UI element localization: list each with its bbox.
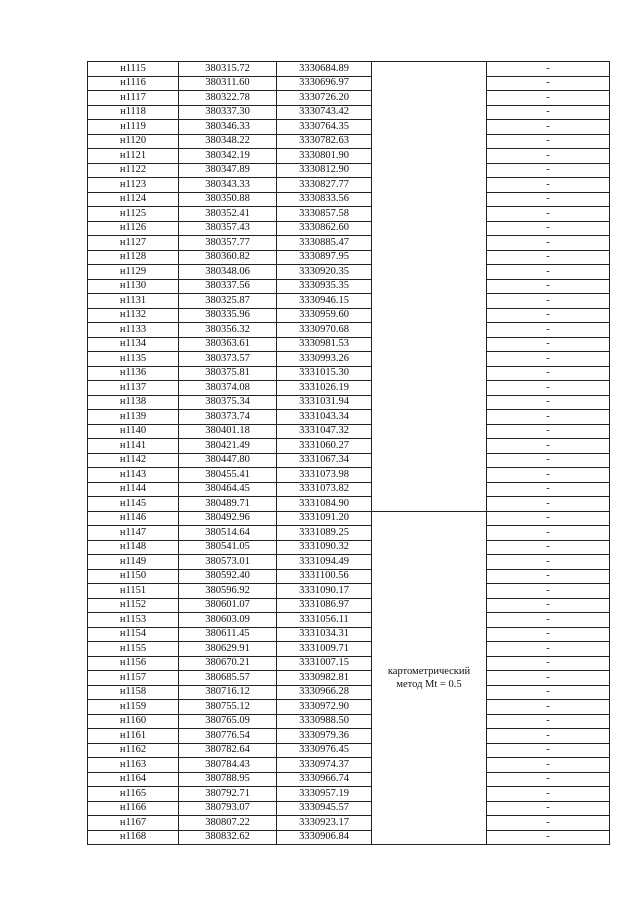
x-coordinate-cell: 380357.43 [179, 221, 277, 236]
table-row [88, 105, 610, 120]
y-coordinate-cell: 3330726.20 [277, 91, 372, 106]
point-id-cell: н1165 [88, 787, 179, 802]
table-row [88, 555, 610, 570]
point-id-cell: н1164 [88, 772, 179, 787]
table-row [88, 714, 610, 729]
x-coordinate-cell: 380348.06 [179, 265, 277, 280]
y-coordinate-cell: 3331007.15 [277, 656, 372, 671]
point-id-cell: н1163 [88, 758, 179, 773]
x-coordinate-cell: 380629.91 [179, 642, 277, 657]
dash-cell: - [487, 410, 610, 425]
point-id-cell: н1125 [88, 207, 179, 222]
dash-cell: - [487, 105, 610, 120]
y-coordinate-cell: 3331026.19 [277, 381, 372, 396]
point-id-cell: н1156 [88, 656, 179, 671]
point-id-cell: н1161 [88, 729, 179, 744]
point-id-cell: н1146 [88, 511, 179, 526]
x-coordinate-cell: 380492.96 [179, 511, 277, 526]
x-coordinate-cell: 380347.89 [179, 163, 277, 178]
point-id-cell: н1119 [88, 120, 179, 135]
table-row [88, 265, 610, 280]
point-id-cell: н1148 [88, 540, 179, 555]
y-coordinate-cell: 3330946.15 [277, 294, 372, 309]
y-coordinate-cell: 3330966.28 [277, 685, 372, 700]
dash-cell: - [487, 830, 610, 845]
table-row [88, 743, 610, 758]
x-coordinate-cell: 380447.80 [179, 453, 277, 468]
x-coordinate-cell: 380346.33 [179, 120, 277, 135]
point-id-cell: н1132 [88, 308, 179, 323]
dash-cell: - [487, 265, 610, 280]
table-row [88, 381, 610, 396]
point-id-cell: н1117 [88, 91, 179, 106]
y-coordinate-cell: 3331056.11 [277, 613, 372, 628]
y-coordinate-cell: 3330862.60 [277, 221, 372, 236]
table-row [88, 468, 610, 483]
dash-cell: - [487, 439, 610, 454]
table-row [88, 656, 610, 671]
point-id-cell: н1166 [88, 801, 179, 816]
point-id-cell: н1121 [88, 149, 179, 164]
y-coordinate-cell: 3330696.97 [277, 76, 372, 91]
x-coordinate-cell: 380342.19 [179, 149, 277, 164]
table-row [88, 207, 610, 222]
dash-cell: - [487, 627, 610, 642]
x-coordinate-cell: 380375.34 [179, 395, 277, 410]
point-id-cell: н1120 [88, 134, 179, 149]
y-coordinate-cell: 3331086.97 [277, 598, 372, 613]
table-row [88, 250, 610, 265]
y-coordinate-cell: 3330923.17 [277, 816, 372, 831]
x-coordinate-cell: 380776.54 [179, 729, 277, 744]
y-coordinate-cell: 3331015.30 [277, 366, 372, 381]
table-row [88, 540, 610, 555]
x-coordinate-cell: 380670.21 [179, 656, 277, 671]
y-coordinate-cell: 3330743.42 [277, 105, 372, 120]
dash-cell: - [487, 729, 610, 744]
x-coordinate-cell: 380343.33 [179, 178, 277, 193]
table-row [88, 613, 610, 628]
x-coordinate-cell: 380807.22 [179, 816, 277, 831]
dash-cell: - [487, 352, 610, 367]
x-coordinate-cell: 380421.49 [179, 439, 277, 454]
y-coordinate-cell: 3330970.68 [277, 323, 372, 338]
x-coordinate-cell: 380374.08 [179, 381, 277, 396]
table-row [88, 671, 610, 686]
dash-cell: - [487, 366, 610, 381]
table-row [88, 91, 610, 106]
table-row [88, 830, 610, 845]
y-coordinate-cell: 3330812.90 [277, 163, 372, 178]
point-id-cell: н1157 [88, 671, 179, 686]
x-coordinate-cell: 380596.92 [179, 584, 277, 599]
table-row [88, 772, 610, 787]
point-id-cell: н1143 [88, 468, 179, 483]
y-coordinate-cell: 3330833.56 [277, 192, 372, 207]
table-row [88, 279, 610, 294]
point-id-cell: н1160 [88, 714, 179, 729]
table-row [88, 584, 610, 599]
dash-cell: - [487, 120, 610, 135]
x-coordinate-cell: 380337.56 [179, 279, 277, 294]
point-id-cell: н1159 [88, 700, 179, 715]
dash-cell: - [487, 569, 610, 584]
x-coordinate-cell: 380373.57 [179, 352, 277, 367]
point-id-cell: н1167 [88, 816, 179, 831]
dash-cell: - [487, 221, 610, 236]
dash-cell: - [487, 395, 610, 410]
dash-cell: - [487, 772, 610, 787]
point-id-cell: н1122 [88, 163, 179, 178]
point-id-cell: н1116 [88, 76, 179, 91]
y-coordinate-cell: 3331047.32 [277, 424, 372, 439]
x-coordinate-cell: 380573.01 [179, 555, 277, 570]
table-row [88, 526, 610, 541]
x-coordinate-cell: 380352.41 [179, 207, 277, 222]
dash-cell: - [487, 685, 610, 700]
point-id-cell: н1138 [88, 395, 179, 410]
y-coordinate-cell: 3330782.63 [277, 134, 372, 149]
y-coordinate-cell: 3330957.19 [277, 787, 372, 802]
y-coordinate-cell: 3331100.56 [277, 569, 372, 584]
table-row [88, 366, 610, 381]
y-coordinate-cell: 3331073.98 [277, 468, 372, 483]
table-row [88, 700, 610, 715]
dash-cell: - [487, 700, 610, 715]
table-row [88, 497, 610, 512]
x-coordinate-cell: 380455.41 [179, 468, 277, 483]
y-coordinate-cell: 3330684.89 [277, 62, 372, 77]
dash-cell: - [487, 381, 610, 396]
x-coordinate-cell: 380315.72 [179, 62, 277, 77]
point-id-cell: н1133 [88, 323, 179, 338]
table-row [88, 569, 610, 584]
y-coordinate-cell: 3331090.32 [277, 540, 372, 555]
point-id-cell: н1152 [88, 598, 179, 613]
table-row [88, 178, 610, 193]
dash-cell: - [487, 598, 610, 613]
x-coordinate-cell: 380375.81 [179, 366, 277, 381]
y-coordinate-cell: 3330764.35 [277, 120, 372, 135]
point-id-cell: н1137 [88, 381, 179, 396]
dash-cell: - [487, 453, 610, 468]
table-row [88, 337, 610, 352]
x-coordinate-cell: 380337.30 [179, 105, 277, 120]
point-id-cell: н1151 [88, 584, 179, 599]
point-id-cell: н1131 [88, 294, 179, 309]
dash-cell: - [487, 134, 610, 149]
point-id-cell: н1139 [88, 410, 179, 425]
y-coordinate-cell: 3330972.90 [277, 700, 372, 715]
table-row [88, 482, 610, 497]
dash-cell: - [487, 656, 610, 671]
dash-cell: - [487, 236, 610, 251]
y-coordinate-cell: 3330959.60 [277, 308, 372, 323]
dash-cell: - [487, 323, 610, 338]
point-id-cell: н1154 [88, 627, 179, 642]
y-coordinate-cell: 3331060.27 [277, 439, 372, 454]
method-cell [372, 511, 487, 845]
y-coordinate-cell: 3330982.81 [277, 671, 372, 686]
x-coordinate-cell: 380788.95 [179, 772, 277, 787]
x-coordinate-cell: 380832.62 [179, 830, 277, 845]
dash-cell: - [487, 163, 610, 178]
dash-cell: - [487, 482, 610, 497]
x-coordinate-cell: 380592.40 [179, 569, 277, 584]
method-accuracy: метод Mt = 0.5 [396, 678, 462, 690]
dash-cell: - [487, 801, 610, 816]
y-coordinate-cell: 3330935.35 [277, 279, 372, 294]
point-id-cell: н1162 [88, 743, 179, 758]
point-id-cell: н1115 [88, 62, 179, 77]
table-row [88, 294, 610, 309]
dash-cell: - [487, 816, 610, 831]
point-id-cell: н1150 [88, 569, 179, 584]
coordinates-table [87, 61, 610, 845]
table-row [88, 685, 610, 700]
point-id-cell: н1127 [88, 236, 179, 251]
dash-cell: - [487, 758, 610, 773]
dash-cell: - [487, 250, 610, 265]
x-coordinate-cell: 380685.57 [179, 671, 277, 686]
x-coordinate-cell: 380348.22 [179, 134, 277, 149]
y-coordinate-cell: 3331031.94 [277, 395, 372, 410]
point-id-cell: н1123 [88, 178, 179, 193]
point-id-cell: н1126 [88, 221, 179, 236]
y-coordinate-cell: 3330885.47 [277, 236, 372, 251]
x-coordinate-cell: 380363.61 [179, 337, 277, 352]
table-row [88, 323, 610, 338]
x-coordinate-cell: 380611.45 [179, 627, 277, 642]
y-coordinate-cell: 3330906.84 [277, 830, 372, 845]
point-id-cell: н1142 [88, 453, 179, 468]
table-row [88, 192, 610, 207]
x-coordinate-cell: 380311.60 [179, 76, 277, 91]
x-coordinate-cell: 380792.71 [179, 787, 277, 802]
point-id-cell: н1155 [88, 642, 179, 657]
table-row [88, 729, 610, 744]
method-cell-empty [372, 62, 487, 512]
dash-cell: - [487, 91, 610, 106]
y-coordinate-cell: 3331090.17 [277, 584, 372, 599]
dash-cell: - [487, 207, 610, 222]
dash-cell: - [487, 337, 610, 352]
x-coordinate-cell: 380782.64 [179, 743, 277, 758]
table-row [88, 134, 610, 149]
point-id-cell: н1168 [88, 830, 179, 845]
method-name: картометрический [387, 665, 471, 677]
x-coordinate-cell: 380765.09 [179, 714, 277, 729]
point-id-cell: н1158 [88, 685, 179, 700]
x-coordinate-cell: 380350.88 [179, 192, 277, 207]
y-coordinate-cell: 3331084.90 [277, 497, 372, 512]
point-id-cell: н1147 [88, 526, 179, 541]
dash-cell: - [487, 540, 610, 555]
point-id-cell: н1149 [88, 555, 179, 570]
table-row [88, 120, 610, 135]
table-row [88, 627, 610, 642]
table-row [88, 816, 610, 831]
y-coordinate-cell: 3330988.50 [277, 714, 372, 729]
point-id-cell: н1145 [88, 497, 179, 512]
table-row [88, 642, 610, 657]
x-coordinate-cell: 380601.07 [179, 598, 277, 613]
dash-cell: - [487, 424, 610, 439]
y-coordinate-cell: 3331067.34 [277, 453, 372, 468]
x-coordinate-cell: 380401.18 [179, 424, 277, 439]
point-id-cell: н1141 [88, 439, 179, 454]
x-coordinate-cell: 380716.12 [179, 685, 277, 700]
x-coordinate-cell: 380360.82 [179, 250, 277, 265]
table-row [88, 76, 610, 91]
dash-cell: - [487, 642, 610, 657]
dash-cell: - [487, 468, 610, 483]
dash-cell: - [487, 671, 610, 686]
point-id-cell: н1135 [88, 352, 179, 367]
x-coordinate-cell: 380793.07 [179, 801, 277, 816]
point-id-cell: н1129 [88, 265, 179, 280]
x-coordinate-cell: 380373.74 [179, 410, 277, 425]
dash-cell: - [487, 743, 610, 758]
y-coordinate-cell: 3330945.57 [277, 801, 372, 816]
table-row [88, 62, 610, 77]
dash-cell: - [487, 76, 610, 91]
point-id-cell: н1128 [88, 250, 179, 265]
x-coordinate-cell: 380603.09 [179, 613, 277, 628]
y-coordinate-cell: 3331091.20 [277, 511, 372, 526]
x-coordinate-cell: 380514.64 [179, 526, 277, 541]
dash-cell: - [487, 279, 610, 294]
table-row [88, 453, 610, 468]
dash-cell: - [487, 294, 610, 309]
table-row [88, 236, 610, 251]
y-coordinate-cell: 3330974.37 [277, 758, 372, 773]
point-id-cell: н1134 [88, 337, 179, 352]
table-row [88, 787, 610, 802]
table-row [88, 598, 610, 613]
point-id-cell: н1136 [88, 366, 179, 381]
table-row [88, 308, 610, 323]
dash-cell: - [487, 149, 610, 164]
y-coordinate-cell: 3330976.45 [277, 743, 372, 758]
dash-cell: - [487, 192, 610, 207]
table-row [88, 424, 610, 439]
x-coordinate-cell: 380335.96 [179, 308, 277, 323]
dash-cell: - [487, 511, 610, 526]
dash-cell: - [487, 613, 610, 628]
y-coordinate-cell: 3331009.71 [277, 642, 372, 657]
y-coordinate-cell: 3330993.26 [277, 352, 372, 367]
table-row [88, 410, 610, 425]
point-id-cell: н1153 [88, 613, 179, 628]
dash-cell: - [487, 787, 610, 802]
table-row [88, 149, 610, 164]
dash-cell: - [487, 62, 610, 77]
y-coordinate-cell: 3330981.53 [277, 337, 372, 352]
x-coordinate-cell: 380784.43 [179, 758, 277, 773]
point-id-cell: н1130 [88, 279, 179, 294]
x-coordinate-cell: 380755.12 [179, 700, 277, 715]
x-coordinate-cell: 380464.45 [179, 482, 277, 497]
table-row [88, 758, 610, 773]
y-coordinate-cell: 3330897.95 [277, 250, 372, 265]
x-coordinate-cell: 380325.87 [179, 294, 277, 309]
y-coordinate-cell: 3331043.34 [277, 410, 372, 425]
y-coordinate-cell: 3330966.74 [277, 772, 372, 787]
y-coordinate-cell: 3330801.90 [277, 149, 372, 164]
y-coordinate-cell: 3331094.49 [277, 555, 372, 570]
y-coordinate-cell: 3331073.82 [277, 482, 372, 497]
table-row [88, 221, 610, 236]
dash-cell: - [487, 526, 610, 541]
y-coordinate-cell: 3330979.36 [277, 729, 372, 744]
x-coordinate-cell: 380489.71 [179, 497, 277, 512]
dash-cell: - [487, 714, 610, 729]
x-coordinate-cell: 380356.32 [179, 323, 277, 338]
x-coordinate-cell: 380357.77 [179, 236, 277, 251]
dash-cell: - [487, 584, 610, 599]
dash-cell: - [487, 555, 610, 570]
table-row [88, 352, 610, 367]
y-coordinate-cell: 3330920.35 [277, 265, 372, 280]
point-id-cell: н1118 [88, 105, 179, 120]
table-row [88, 163, 610, 178]
x-coordinate-cell: 380322.78 [179, 91, 277, 106]
coordinates-table-body [88, 62, 610, 845]
table-row [88, 511, 610, 526]
point-id-cell: н1140 [88, 424, 179, 439]
point-id-cell: н1124 [88, 192, 179, 207]
y-coordinate-cell: 3330857.58 [277, 207, 372, 222]
y-coordinate-cell: 3331034.31 [277, 627, 372, 642]
dash-cell: - [487, 497, 610, 512]
dash-cell: - [487, 308, 610, 323]
table-row [88, 439, 610, 454]
dash-cell: - [487, 178, 610, 193]
table-row [88, 801, 610, 816]
y-coordinate-cell: 3330827.77 [277, 178, 372, 193]
point-id-cell: н1144 [88, 482, 179, 497]
x-coordinate-cell: 380541.05 [179, 540, 277, 555]
y-coordinate-cell: 3331089.25 [277, 526, 372, 541]
table-row [88, 395, 610, 410]
